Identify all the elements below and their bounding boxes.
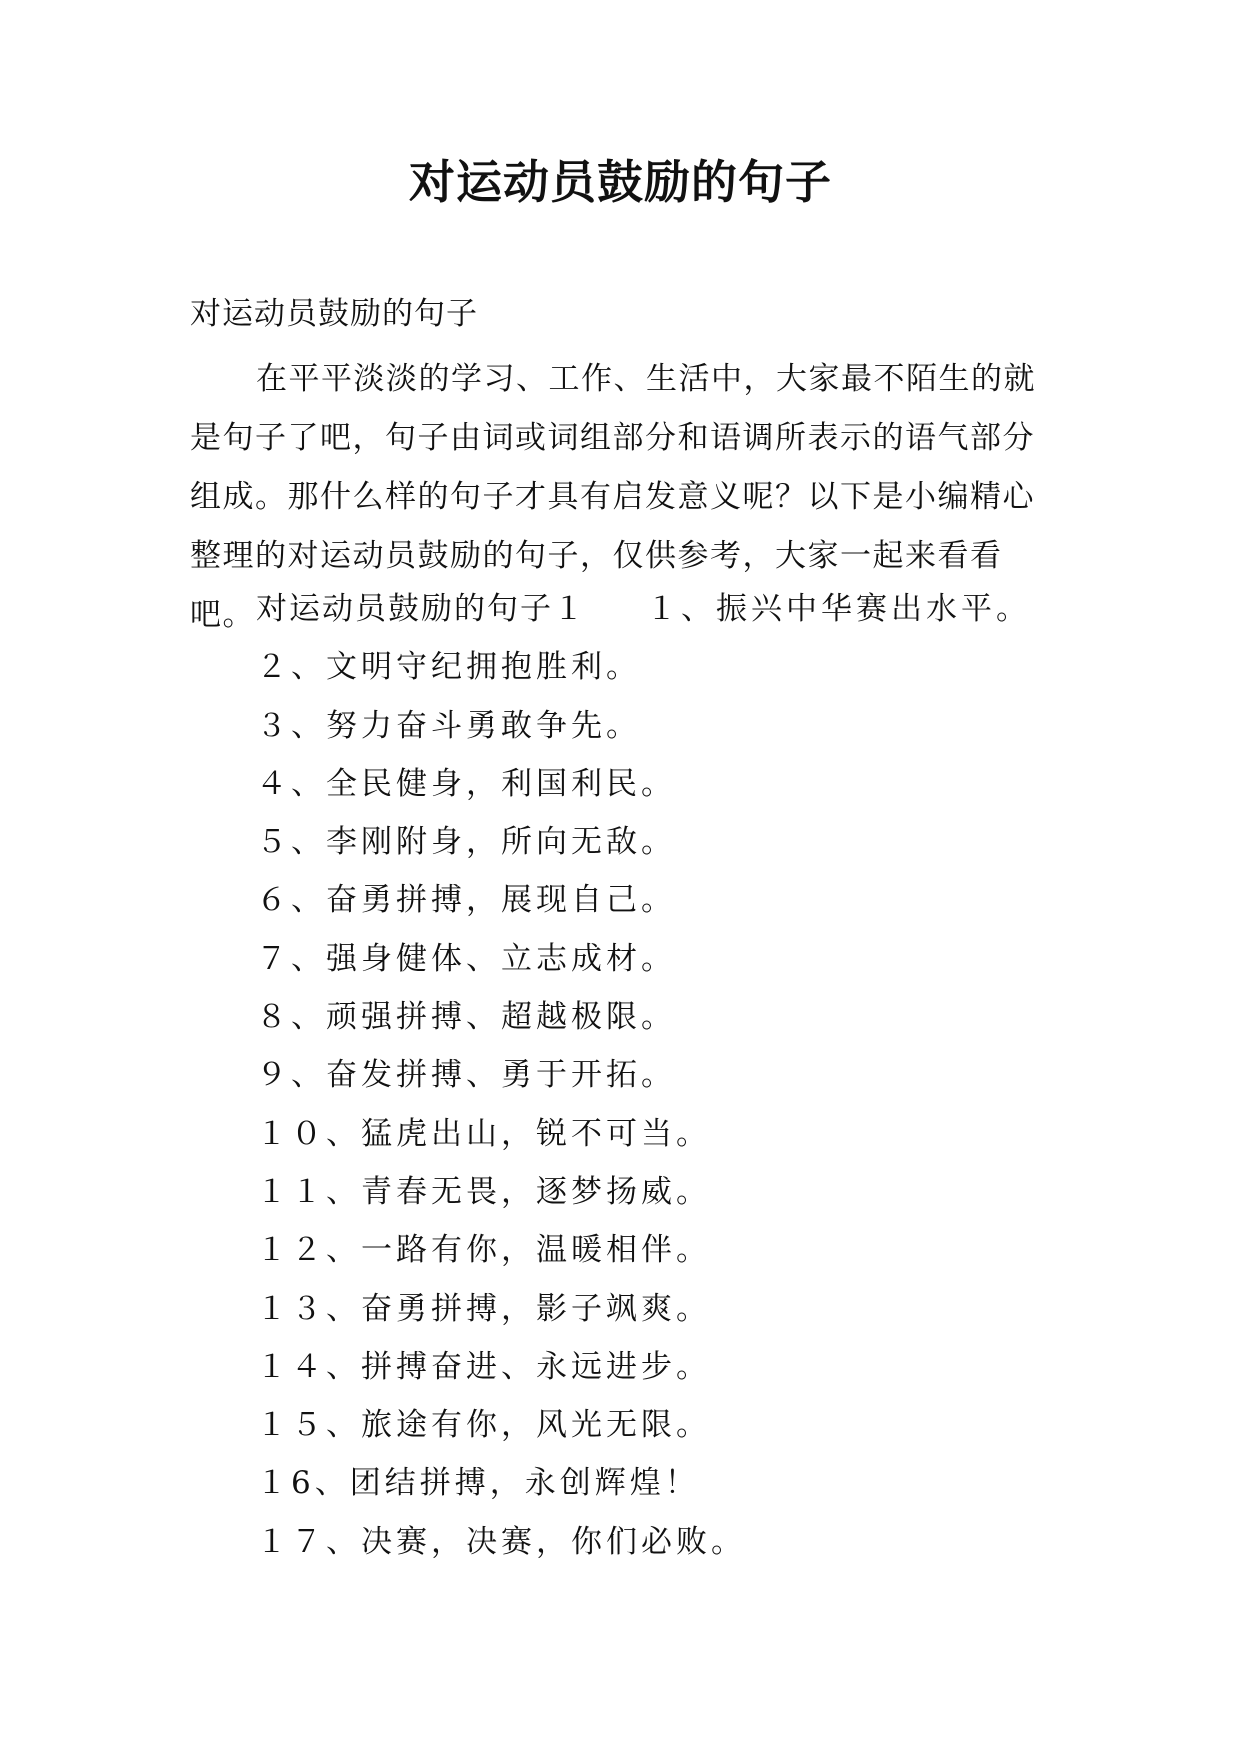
list-item: １５、旅途有你，风光无限。 <box>256 1407 711 1444</box>
list-item: ６、奋勇拼搏，展现自己。 <box>256 882 676 919</box>
list-item: １３、奋勇拼搏，影子飒爽。 <box>256 1290 711 1327</box>
section-heading: 对运动员鼓励的句子１ <box>256 591 586 627</box>
list-item: ９、奋发拼搏、勇于开拓。 <box>256 1057 676 1094</box>
list-item: ７、强身健体、立志成材。 <box>256 940 676 977</box>
list-item: ２、文明守纪拥抱胜利。 <box>256 649 641 686</box>
slogan-list <box>256 580 1031 1571</box>
document-title: 对运动员鼓励的句子 <box>409 155 832 209</box>
list-item: ８、顽强拼搏、超越极限。 <box>256 999 676 1036</box>
list-item: １6、团结拼搏，永创辉煌！ <box>256 1465 700 1502</box>
list-item: ５、李刚附身，所向无敌。 <box>256 824 676 861</box>
list-item <box>256 580 1031 638</box>
intro-text: 在平平淡淡的学习、工作、生活中，大家最不陌生的就是句子了吧，句子由词或词组部分和语调所表示的语气部分组成。那什么样的句子才具有启发意义呢？以下是小编精心整理的对运动员鼓励的句子，仅供参考，大家一起来看看吧。 <box>190 361 1036 633</box>
list-item: １４、拼搏奋进、永远进步。 <box>256 1348 711 1385</box>
list-item: １２、一路有你，温暖相伴。 <box>256 1232 711 1269</box>
list-item: １０、猛虎出山，锐不可当。 <box>256 1115 711 1152</box>
list-item: ３、努力奋斗勇敢争先。 <box>256 707 641 744</box>
document-subtitle: 对运动员鼓励的句子 <box>190 296 478 332</box>
list-item: １１、青春无畏，逐梦扬威。 <box>256 1173 711 1210</box>
list-item: ４、全民健身，利国利民。 <box>256 765 676 802</box>
list-item: １７、决赛，决赛，你们必败。 <box>256 1523 746 1560</box>
list-item-text: １、振兴中华赛出水平。 <box>646 591 1031 627</box>
